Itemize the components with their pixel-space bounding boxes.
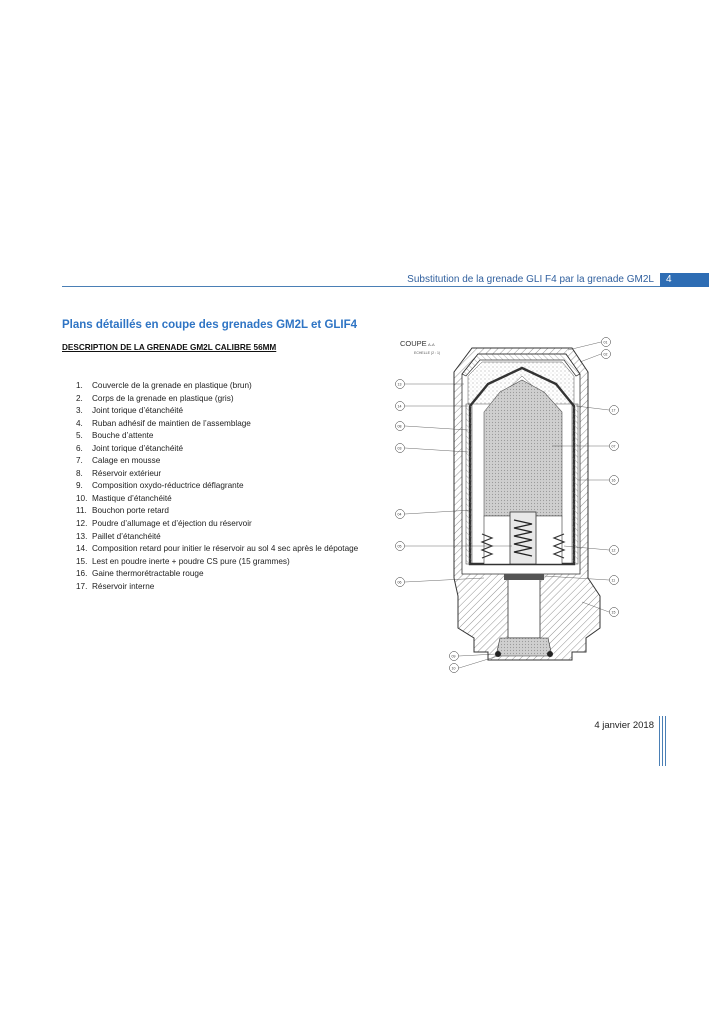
list-item-number: 9.	[76, 481, 83, 491]
list-item-number: 7.	[76, 456, 83, 466]
page-number: 4	[660, 273, 709, 287]
list-item-label: Poudre d’allumage et d’éjection du réservoir	[92, 519, 252, 529]
list-item-label: Gaine thermorétractable rouge	[92, 569, 204, 579]
list-item-label: Ruban adhésif de maintien de l’assemblage	[92, 418, 251, 428]
callout-11-label: 11	[611, 578, 616, 583]
parts-list	[70, 380, 358, 593]
list-item-label: Réservoir interne	[92, 581, 155, 591]
list-item	[70, 568, 358, 581]
callout-17-label: 17	[611, 408, 616, 413]
list-item-number: 8.	[76, 468, 83, 478]
list-item-number: 11.	[76, 506, 87, 516]
list-item	[70, 430, 358, 443]
callout-09-label: 09	[451, 654, 456, 659]
section-title: Plans détaillés en coupe des grenades GM2L et GLIF4	[62, 319, 358, 331]
list-item-number: 15.	[76, 556, 88, 566]
list-item	[70, 443, 358, 456]
list-item-label: Mastique d’étanchéité	[92, 493, 172, 503]
callout-04-label: 04	[397, 512, 402, 517]
list-item-label: Corps de la grenade en plastique (gris)	[92, 393, 234, 403]
list-item-label: Joint torique d’étanchéité	[92, 443, 184, 453]
list-item-label: Calage en mousse	[92, 456, 161, 466]
callout-05-label: 05	[397, 544, 402, 549]
callout-14-label: 14	[397, 404, 402, 409]
callout-13-label: 13	[397, 382, 402, 387]
callout-10-label: 10	[451, 666, 456, 671]
list-item	[70, 380, 358, 393]
list-item-label: Réservoir extérieur	[92, 468, 162, 478]
list-item	[70, 468, 358, 481]
list-item-label: Composition retard pour initier le réservoir au sol 4 sec après le dépotage	[92, 544, 359, 554]
base-channel-shape	[508, 578, 540, 638]
list-item-number: 13.	[76, 531, 88, 541]
callout-12-label: 12	[611, 548, 616, 553]
header-rule	[62, 286, 709, 287]
drawing-title: COUPE	[400, 339, 427, 348]
header-title: Substitution de la grenade GLI F4 par la grenade GM2L	[407, 274, 654, 285]
list-item-number: 2.	[76, 393, 83, 403]
list-item	[70, 556, 358, 569]
list-item-number: 16.	[76, 569, 88, 579]
callout-07-label: 07	[611, 444, 616, 449]
list-item	[70, 493, 358, 506]
list-item	[70, 405, 358, 418]
list-item	[70, 393, 358, 406]
list-item-label: Composition oxydo-réductrice déflagrante	[92, 481, 244, 491]
list-item	[70, 418, 358, 431]
callout-06-label: 06	[397, 580, 402, 585]
callout-02-label: 02	[603, 352, 608, 357]
footer-decoration	[659, 716, 669, 766]
right-wall-shape	[572, 404, 578, 564]
footer-date: 4 janvier 2018	[594, 720, 654, 731]
callout-16-label: 16	[611, 478, 616, 483]
list-item-label: Couvercle de la grenade en plastique (brun)	[92, 381, 252, 390]
list-item-number: 5.	[76, 431, 83, 441]
list-item-label: Bouchon porte retard	[92, 506, 169, 516]
list-item-number: 14.	[76, 544, 88, 554]
list-item-number: 1.	[76, 381, 83, 390]
list-item	[70, 543, 358, 556]
list-item	[70, 480, 358, 493]
list-item	[70, 581, 358, 594]
bottom-plug-shape	[496, 638, 552, 656]
seal-shape	[504, 574, 544, 580]
oring-right-shape	[547, 651, 553, 657]
callout-15-label: 15	[611, 610, 616, 615]
left-wall-shape	[466, 404, 472, 564]
list-item-number: 10.	[76, 493, 88, 503]
list-item	[70, 505, 358, 518]
callout-03-label: 03	[397, 446, 402, 451]
list-item-label: Bouche d’attente	[92, 431, 154, 441]
drawing-title-suffix: A-A	[428, 342, 435, 347]
list-item-number: 4.	[76, 418, 83, 428]
callout-08-label: 08	[397, 424, 402, 429]
composition-shape	[484, 380, 562, 516]
list-item-number: 3.	[76, 406, 83, 416]
callout-01-label: 01	[603, 340, 608, 345]
list-item-label: Joint torique d’étanchéité	[92, 406, 184, 416]
section-subtitle: DESCRIPTION DE LA GRENADE GM2L CALIBRE 56MM	[62, 343, 277, 352]
list-item	[70, 531, 358, 544]
list-item-number: 6.	[76, 443, 83, 453]
list-item-label: Lest en poudre inerte + poudre CS pure (15 grammes)	[92, 556, 290, 566]
list-item-label: Paillet d’étanchéité	[92, 531, 161, 541]
drawing-scale: ECHELLE (2 : 1)	[414, 351, 441, 355]
grenade-cross-section-drawing	[392, 334, 632, 680]
list-item	[70, 518, 358, 531]
list-item-number: 17.	[76, 581, 88, 591]
list-item	[70, 455, 358, 468]
list-item-number: 12.	[76, 519, 88, 529]
